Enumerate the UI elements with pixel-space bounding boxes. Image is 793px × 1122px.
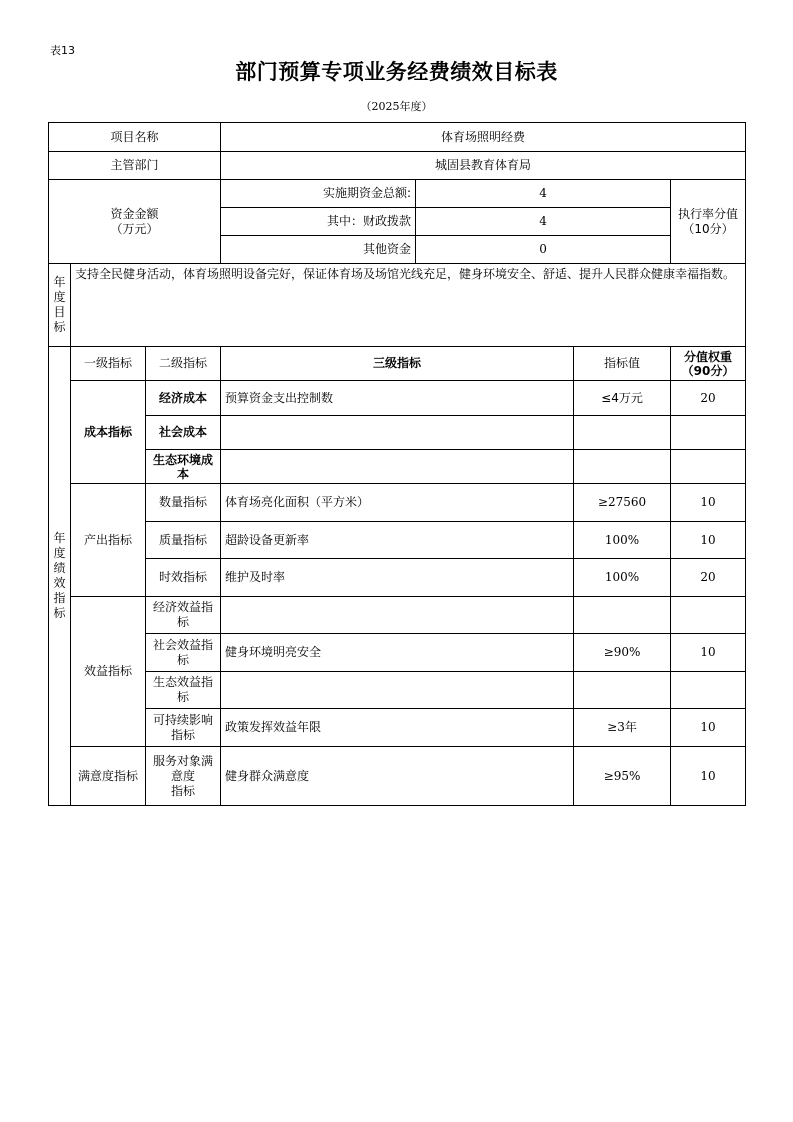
project-name-label: 项目名称 [49, 123, 221, 152]
weight-cell [671, 450, 746, 484]
level3-cell: 预算资金支出控制数 [221, 381, 574, 416]
value-cell [574, 416, 671, 450]
project-name-value: 体育场照明经费 [221, 123, 746, 152]
value-cell: ≥95% [574, 747, 671, 806]
performance-goal-table [48, 122, 746, 806]
value-cell: 100% [574, 522, 671, 559]
weight-cell: 10 [671, 747, 746, 806]
value-cell: ≥90% [574, 634, 671, 672]
value-cell [574, 672, 671, 709]
value-cell: ≥3年 [574, 709, 671, 747]
header-level1: 一级指标 [71, 347, 146, 381]
weight-cell: 20 [671, 381, 746, 416]
level2-cell: 经济效益指 标 [146, 597, 221, 634]
indicators-section-label: 年 度 绩 效 指 标 [49, 347, 71, 806]
header-weight: 分值权重 （90分） [671, 347, 746, 381]
value-cell [574, 450, 671, 484]
weight-cell: 10 [671, 634, 746, 672]
value-cell: 100% [574, 559, 671, 597]
funds-total-label: 实施期资金总额: [221, 180, 416, 208]
level3-cell: 维护及时率 [221, 559, 574, 597]
funds-other-label: 其他资金 [221, 236, 416, 264]
benefit-indicator-label: 效益指标 [71, 597, 146, 747]
execution-rate-label: 执行率分值 （10分） [671, 180, 746, 264]
header-level3: 三级指标 [221, 347, 574, 381]
level2-cell: 生态效益指 标 [146, 672, 221, 709]
level3-cell: 健身群众满意度 [221, 747, 574, 806]
weight-cell: 20 [671, 559, 746, 597]
satisfaction-indicator-label: 满意度指标 [71, 747, 146, 806]
department-label: 主管部门 [49, 152, 221, 180]
annual-goal-text: 支持全民健身活动，体育场照明设备完好，保证体育场及场馆光线充足，健身环境安全、舒适、提升人民群众健康幸福指数。 [71, 264, 746, 347]
level2-cell: 数量指标 [146, 484, 221, 522]
level2-cell: 社会成本 [146, 416, 221, 450]
funds-other-value: 0 [416, 236, 671, 264]
funds-total-value: 4 [416, 180, 671, 208]
page-title: 部门预算专项业务经费绩效目标表 [235, 60, 558, 84]
funds-fiscal-value: 4 [416, 208, 671, 236]
header-value: 指标值 [574, 347, 671, 381]
weight-cell: 10 [671, 709, 746, 747]
level2-cell: 可持续影响 指标 [146, 709, 221, 747]
value-cell [574, 597, 671, 634]
value-cell: ≥27560 [574, 484, 671, 522]
weight-cell [671, 672, 746, 709]
level2-cell: 生态环境成 本 [146, 450, 221, 484]
level3-cell: 超龄设备更新率 [221, 522, 574, 559]
level2-cell: 经济成本 [146, 381, 221, 416]
weight-cell: 10 [671, 522, 746, 559]
level3-cell [221, 672, 574, 709]
level3-cell [221, 597, 574, 634]
value-cell: ≤4万元 [574, 381, 671, 416]
weight-cell [671, 597, 746, 634]
level2-cell: 时效指标 [146, 559, 221, 597]
level3-cell: 体育场亮化面积（平方米） [221, 484, 574, 522]
header-level2: 二级指标 [146, 347, 221, 381]
level3-cell: 政策发挥效益年限 [221, 709, 574, 747]
level2-cell: 社会效益指 标 [146, 634, 221, 672]
table-number: 表13 [50, 44, 75, 57]
level3-cell [221, 450, 574, 484]
annual-goal-label: 年 度 目 标 [49, 264, 71, 347]
weight-cell [671, 416, 746, 450]
cost-indicator-label: 成本指标 [71, 381, 146, 484]
funds-label: 资金金额 （万元） [49, 180, 221, 264]
level2-cell: 服务对象满 意度 指标 [146, 747, 221, 806]
funds-fiscal-label: 其中：财政拨款 [221, 208, 416, 236]
level3-cell [221, 416, 574, 450]
weight-cell: 10 [671, 484, 746, 522]
fiscal-year: （2025年度） [360, 100, 433, 113]
department-value: 城固县教育体育局 [221, 152, 746, 180]
output-indicator-label: 产出指标 [71, 484, 146, 597]
level3-cell: 健身环境明亮安全 [221, 634, 574, 672]
level2-cell: 质量指标 [146, 522, 221, 559]
